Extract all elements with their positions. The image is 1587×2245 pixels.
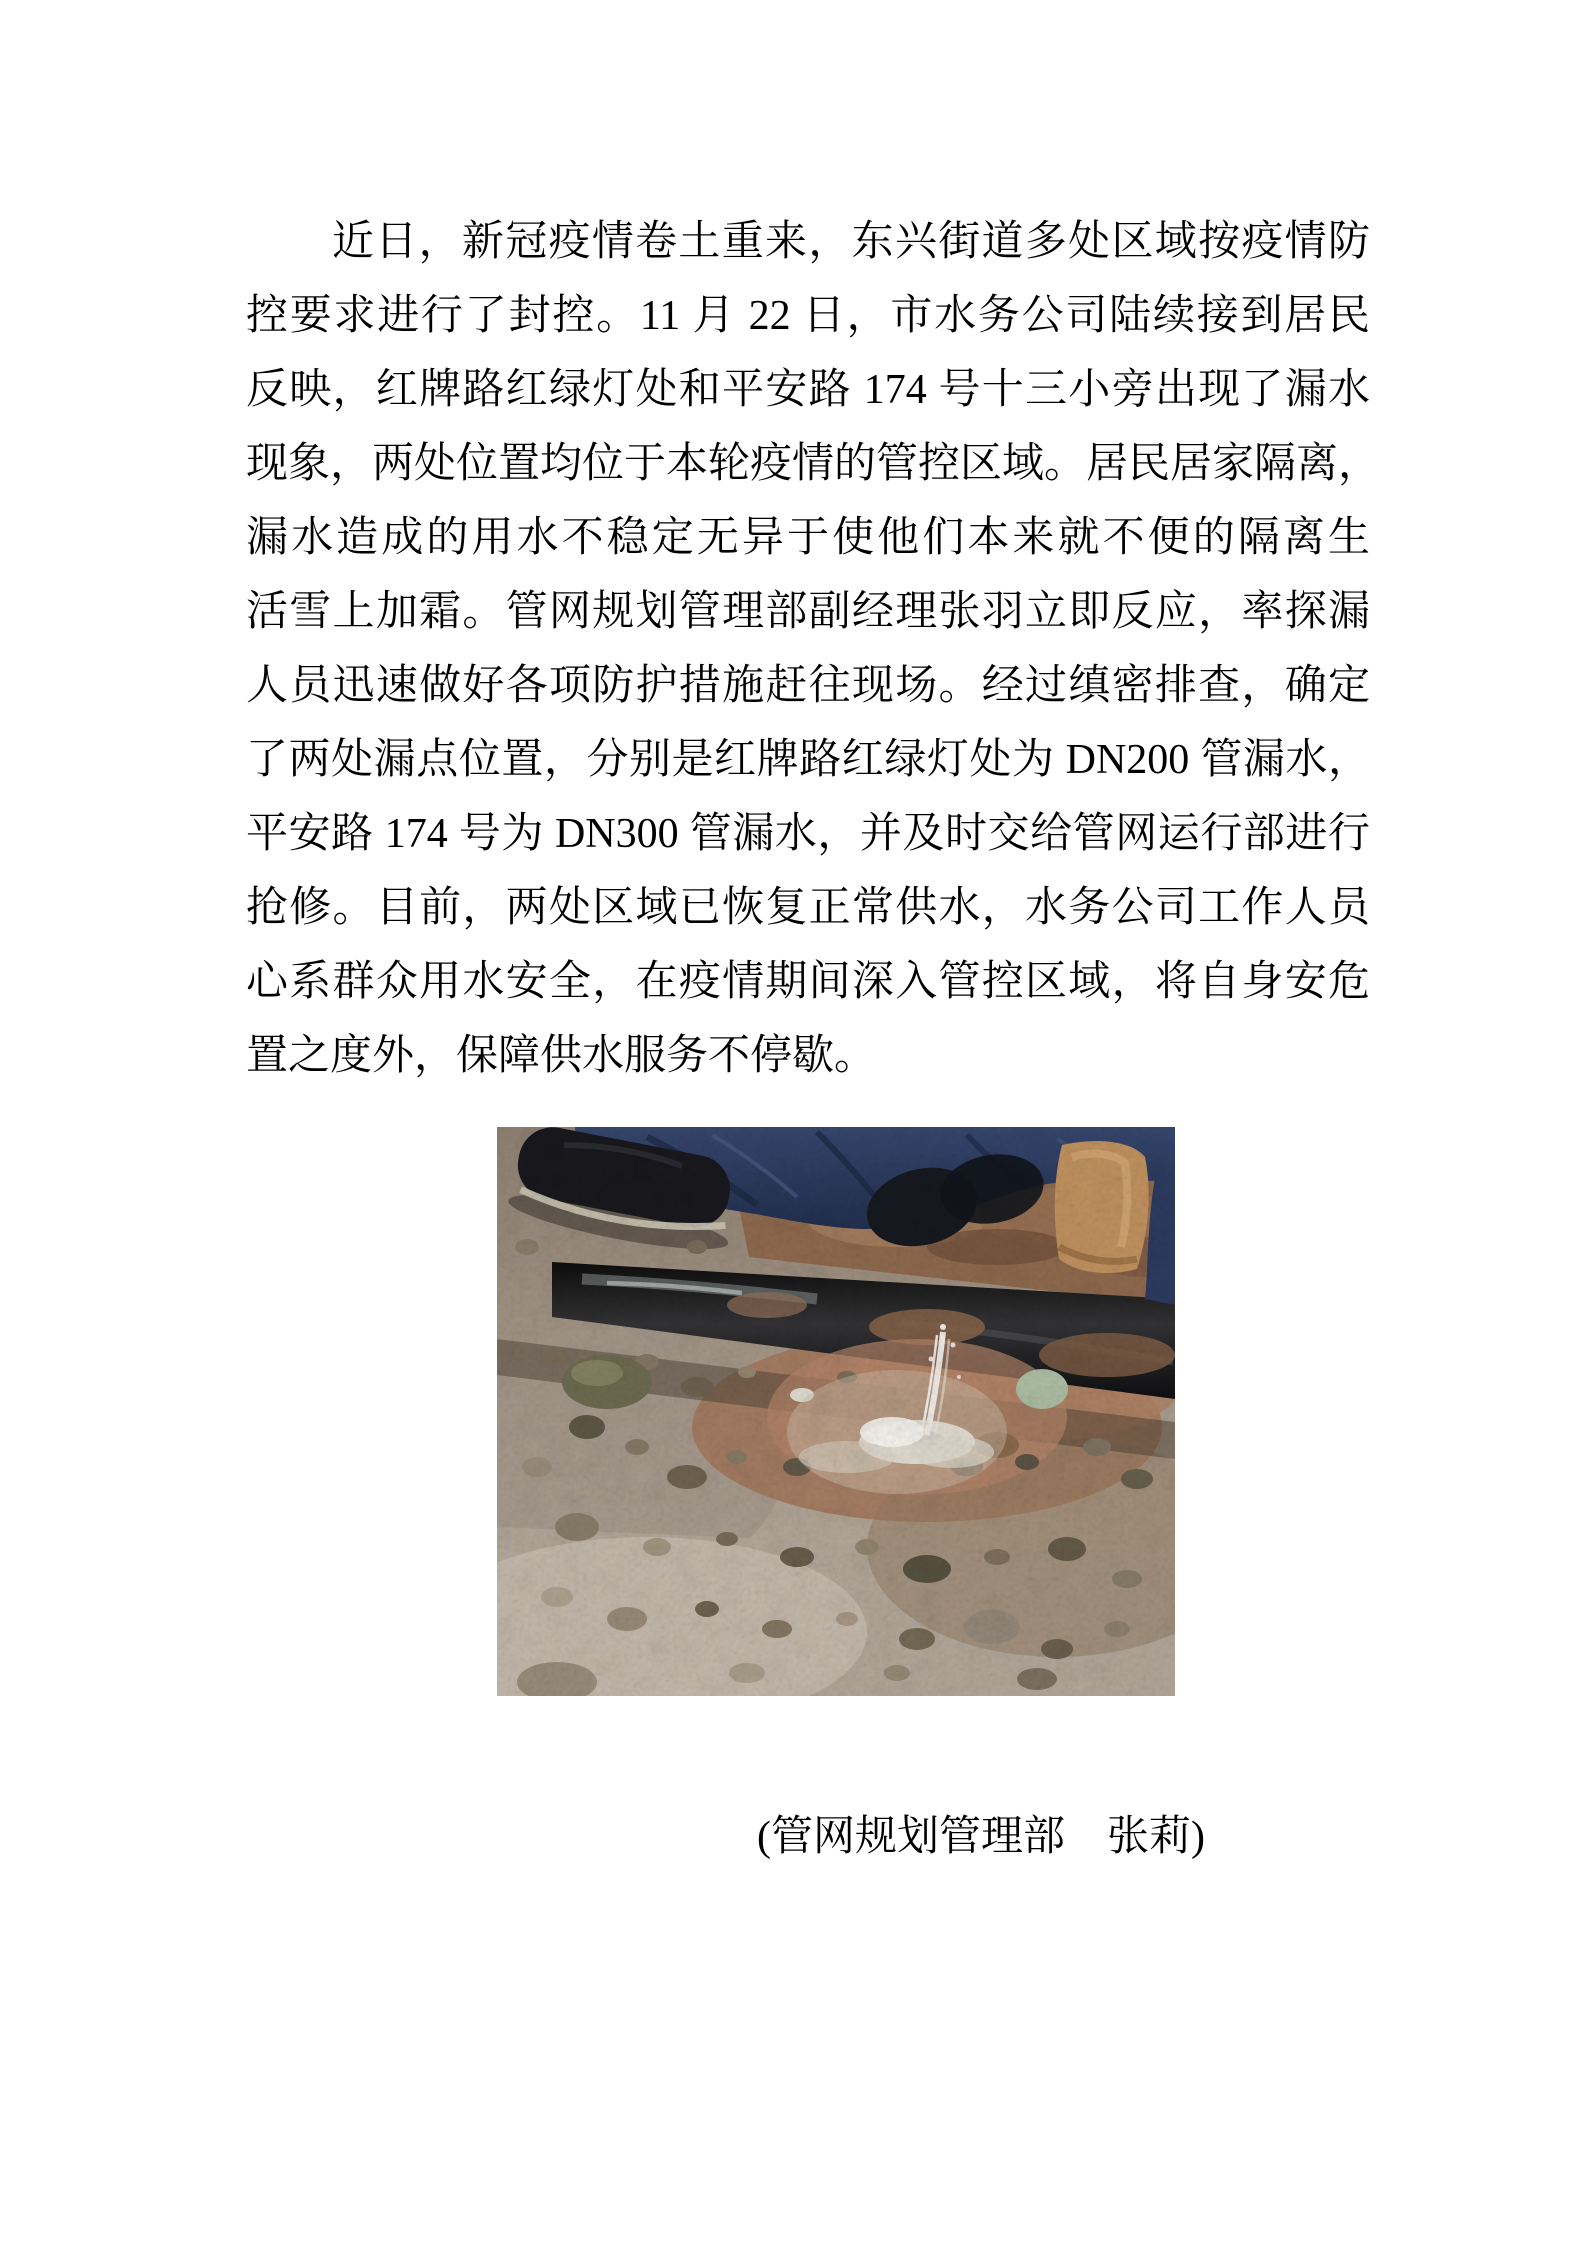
leak-photo xyxy=(497,1127,1175,1696)
body-text-line: 了两处漏点位置，分别是红牌路红绿灯处为 DN200 管漏水， xyxy=(246,737,1370,783)
body-text-line: 近日，新冠疫情卷土重来，东兴街道多处区域按疫情防 xyxy=(332,219,1370,265)
body-text-line: 反映，红牌路红绿灯处和平安路 174 号十三小旁出现了漏水 xyxy=(246,367,1370,413)
body-text-line: 活雪上加霜。管网规划管理部副经理张羽立即反应，率探漏 xyxy=(246,589,1370,635)
article-paragraph xyxy=(246,205,1381,1093)
body-text-line: 人员迅速做好各项防护措施赶往现场。经过缜密排查，确定 xyxy=(246,663,1370,709)
body-text-line: 平安路 174 号为 DN300 管漏水，并及时交给管网运行部进行 xyxy=(246,811,1370,857)
author-credit: (管网规划管理部 张莉) xyxy=(757,1814,1205,1860)
body-text-line: 控要求进行了封控。11 月 22 日，市水务公司陆续接到居民 xyxy=(246,293,1370,339)
body-text-line: 现象，两处位置均位于本轮疫情的管控区域。居民居家隔离， xyxy=(246,441,1381,487)
body-text-line: 心系群众用水安全，在疫情期间深入管控区域，将自身安危 xyxy=(246,959,1370,1005)
body-text-line: 置之度外，保障供水服务不停歇。 xyxy=(246,1033,877,1079)
body-text-line: 抢修。目前，两处区域已恢复正常供水，水务公司工作人员 xyxy=(246,885,1370,931)
body-text-line: 漏水造成的用水不稳定无异于使他们本来就不便的隔离生 xyxy=(246,515,1370,561)
gravel-texture-fine xyxy=(497,1127,1175,1696)
